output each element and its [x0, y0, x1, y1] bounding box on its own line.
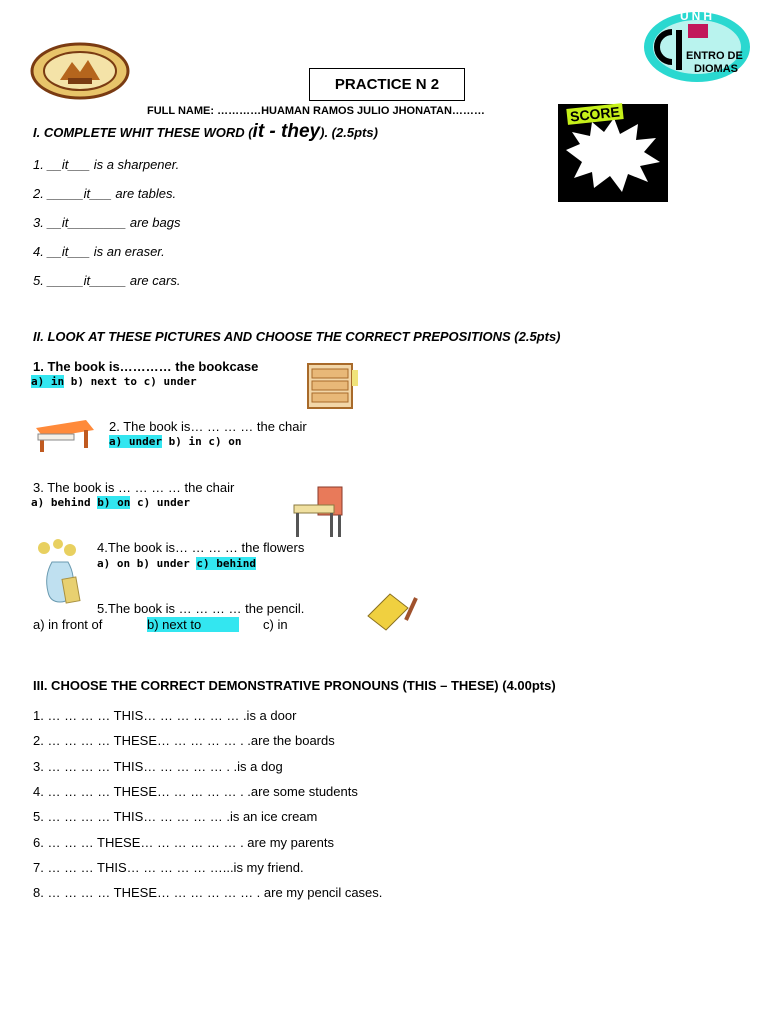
question-1-options: a) in b) next to c) under: [31, 375, 197, 388]
university-seal-logo: [30, 42, 130, 100]
question-5-option-b: b) next to: [147, 617, 239, 632]
bookcase-picture: [302, 360, 360, 412]
question-2: 2. The book is… … … … the chair: [109, 419, 307, 434]
section1-heading: I. COMPLETE WHIT THESE WORD (it - they). (2.5pts): [33, 121, 378, 142]
section2-heading: II. LOOK AT THESE PICTURES AND CHOOSE THE CORRECT PREPOSITIONS (2.5pts): [33, 329, 561, 344]
score-box: [558, 104, 668, 202]
logo-top-text: UNH: [680, 9, 715, 23]
section3-item: 3. … … … … THIS… … … … … . .is a dog: [33, 759, 283, 774]
desk-chair-picture: [288, 483, 350, 541]
section1-item: 3. __it________ are bags: [33, 215, 181, 230]
question-3-options: a) behind b) on c) under: [31, 496, 190, 509]
section1-item: 4. __it___ is an eraser.: [33, 244, 165, 259]
logo-text-1: ENTRO DE: [686, 50, 743, 62]
full-name-line: FULL NAME: …………HUAMAN RAMOS JULIO JHONATAN………: [147, 105, 485, 117]
section3-heading: III. CHOOSE THE CORRECT DEMONSTRATIVE PRONOUNS (THIS – THESE) (4.00pts): [33, 678, 556, 693]
section1-item: 5. _____it_____ are cars.: [33, 273, 181, 288]
language-center-logo: [642, 10, 752, 84]
book-pencil-picture: [362, 584, 424, 636]
flowers-vase-picture: [34, 538, 86, 608]
question-4-options: a) on b) under c) behind: [97, 557, 256, 570]
question-5-option-a: a) in front of: [33, 617, 103, 632]
question-2-options: a) under b) in c) on: [109, 435, 242, 448]
practice-title: PRACTICE N 2: [309, 68, 465, 101]
section3-item: 1. … … … … THIS… … … … … … .is a door: [33, 708, 297, 723]
section3-item: 4. … … … … THESE… … … … … . .are some students: [33, 784, 358, 799]
question-4: 4.The book is… … … … the flowers: [97, 540, 305, 555]
chair-picture: [32, 414, 98, 454]
question-1: 1. The book is………… the bookcase: [33, 359, 259, 374]
score-label: SCORE: [566, 103, 623, 125]
section3-item: 5. … … … … THIS… … … … … .is an ice cream: [33, 809, 318, 824]
section3-item: 8. … … … … THESE… … … … … … . are my pencil cases.: [33, 885, 383, 900]
section3-item: 6. … … … THESE… … … … … … . are my parents: [33, 835, 334, 850]
question-3: 3. The book is … … … … the chair: [33, 480, 235, 495]
section1-item: 2. _____it___ are tables.: [33, 186, 177, 201]
question-5-option-c: c) in: [263, 617, 288, 632]
question-5: 5.The book is … … … … the pencil.: [97, 601, 305, 616]
section3-item: 7. … … … THIS… … … … … …...is my friend.: [33, 860, 304, 875]
logo-text-2: DIOMAS: [694, 63, 738, 75]
section3-item: 2. … … … … THESE… … … … … . .are the boards: [33, 733, 335, 748]
section1-item: 1. __it___ is a sharpener.: [33, 157, 180, 172]
